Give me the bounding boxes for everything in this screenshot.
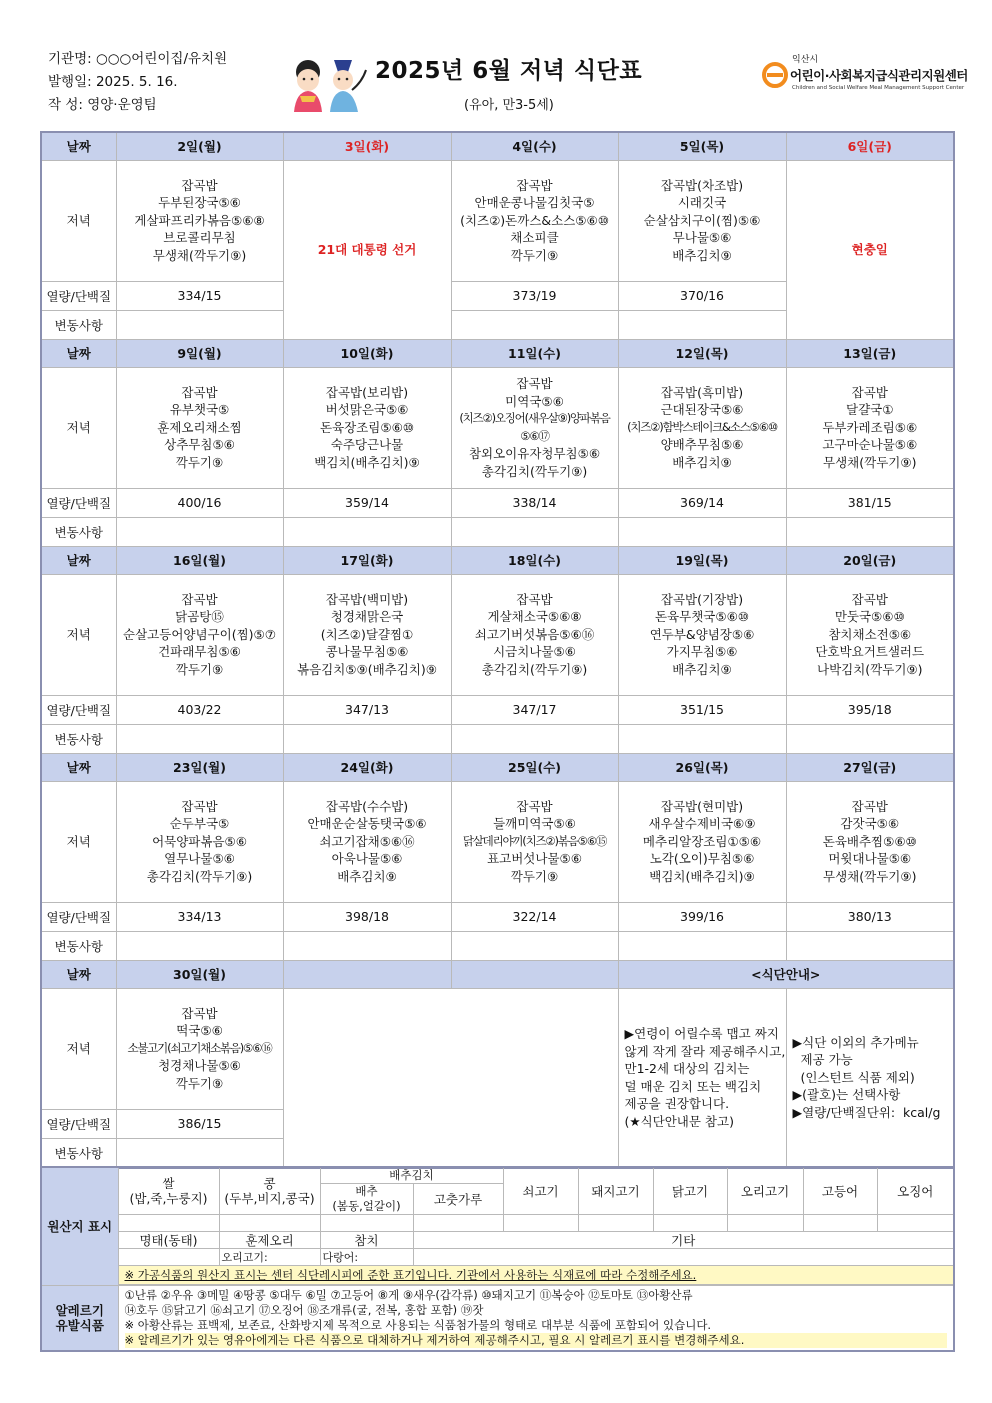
menu-item: 잡곡밥 (516, 177, 553, 193)
menu-item: (치즈②)돈까스&소스⑤⑥⑩ (460, 212, 609, 228)
menu-item: 노각(오이)무침⑤⑥ (649, 851, 755, 867)
calorie-label: 열량/단백질 (41, 488, 116, 517)
day-menu (116, 781, 283, 902)
origin-smoked-duck: 훈제오리 (219, 1232, 320, 1249)
origin-rice: 쌀 (밥,죽,누룽지) (118, 1167, 219, 1215)
menu-item: 떡국⑤⑥ (176, 1023, 223, 1039)
change-label: 변동사항 (41, 1138, 116, 1168)
menu-item: 잡곡밥(차조밥) (660, 177, 744, 193)
day-menu (618, 574, 786, 695)
day-date: 2일(월) (116, 132, 283, 160)
guide-right (786, 988, 954, 1168)
menu-item: 잡곡밥(백미밥) (325, 591, 409, 607)
allergy-section-label: 알레르기 유발식품 (41, 1286, 118, 1352)
calorie-label: 열량/단백질 (41, 695, 116, 724)
menu-item: 잡곡밥 (181, 177, 218, 193)
institution-label: 기관명: (48, 51, 92, 67)
guide-right-line: ▶열량/단백질단위: kcal/g (792, 1104, 941, 1120)
menu-item: 백김치(배추김치)⑨ (649, 868, 755, 884)
allergy-line-4: ※ 알레르기가 있는 영유아에게는 다른 식품으로 대체하거나 제거하여 제공해주시고, 필요 시 알레르기 표시를 변경해주세요. (125, 1333, 948, 1348)
menu-item: 깍두기⑨ (175, 454, 224, 470)
day-change[interactable] (116, 724, 283, 753)
day-date: 11일(수) (451, 339, 618, 367)
menu-item: 무생채(깍두기⑨) (152, 247, 247, 263)
menu-item: 열무나물⑤⑥ (164, 851, 235, 867)
menu-item: 돈육장조림⑤⑥⑩ (320, 419, 414, 435)
dinner-label: 저녁 (41, 367, 116, 488)
day-menu (618, 160, 786, 281)
guide-left (618, 988, 786, 1168)
page-title: 2025년 6월 저녁 식단표 (375, 58, 643, 84)
issue-date-row (48, 71, 227, 94)
menu-item: 깍두기⑨ (175, 1075, 224, 1091)
day-calorie: 347/13 (283, 695, 451, 724)
guide-right-line: ▶식단 이외의 추가메뉴 (792, 1034, 919, 1050)
menu-item: 백김치(배추김치)⑨ (314, 454, 420, 470)
day-change[interactable] (786, 931, 954, 960)
day-change[interactable] (618, 517, 786, 546)
day-date: 5일(목) (618, 132, 786, 160)
holiday-cell: 21대 대통령 선거 (283, 160, 451, 339)
change-label: 변동사항 (41, 931, 116, 960)
day-date: 12일(목) (618, 339, 786, 367)
allergy-line-3: ※ 아황산류는 표백제, 보존료, 산화방지제 목적으로 사용되는 식품첨가물의 형태로 대부분 식품에 포함되어 있습니다. (124, 1318, 712, 1332)
day-menu (786, 574, 954, 695)
origin-duck-value (727, 1215, 803, 1232)
day-change[interactable] (283, 517, 451, 546)
day-date: 3일(화) (283, 132, 451, 160)
origin-beef-value (503, 1215, 578, 1232)
menu-item: 두부카레조림⑤⑥ (822, 419, 918, 435)
menu-item: 버섯맑은국⑤⑥ (325, 402, 409, 418)
author-value: 영양·운영팀 (87, 97, 157, 113)
author-row (48, 94, 227, 117)
dinner-label: 저녁 (41, 988, 116, 1109)
day-change[interactable] (618, 931, 786, 960)
menu-item: 돈육배추찜⑤⑥⑩ (822, 833, 917, 849)
day-calorie: 369/14 (618, 488, 786, 517)
menu-item: 무생채(깍두기⑨) (823, 868, 917, 884)
allergy-line-2: ⑭호두 ⑮닭고기 ⑯쇠고기 ⑰오징어 ⑱조개류(굴, 전복, 홍합 포함) ⑲잣 (124, 1303, 484, 1317)
day-date: 25일(수) (451, 753, 618, 781)
origin-tuna-label: 다랑어: (320, 1249, 413, 1266)
guide-right-line: ▶(괄호)는 선택사항 (792, 1087, 901, 1103)
calorie-label: 열량/단백질 (41, 281, 116, 310)
origin-pollock: 명태(동태) (118, 1232, 219, 1249)
day-date: 23일(월) (116, 753, 283, 781)
origin-squid: 오징어 (877, 1167, 954, 1215)
menu-item: 단호박요거트샐러드 (815, 644, 925, 660)
day-calorie: 338/14 (451, 488, 618, 517)
day-calorie: 400/16 (116, 488, 283, 517)
menu-item: 배추김치⑨ (672, 247, 732, 263)
menu-item: 잡곡밥(현미밥) (660, 798, 744, 814)
origin-bean-value (219, 1215, 320, 1232)
author-label: 작 성: (48, 97, 83, 113)
menu-item: 어묵양파볶음⑤⑥ (152, 833, 247, 849)
day-date: 26일(목) (618, 753, 786, 781)
menu-item: 고구마순나물⑤⑥ (822, 437, 918, 453)
origin-other-value (413, 1249, 954, 1266)
day-calorie: 347/17 (451, 695, 618, 724)
menu-item: 새우살수제비국⑥⑨ (648, 816, 756, 832)
day-change[interactable] (451, 517, 618, 546)
menu-item: 가지무침⑤⑥ (666, 644, 738, 660)
day-calorie: 334/13 (116, 902, 283, 931)
origin-chicken-value (653, 1215, 727, 1232)
menu-item: 돈육무챗국⑤⑥⑩ (655, 609, 749, 625)
institution-row (48, 48, 227, 71)
menu-item: 안매운콩나물김칫국⑤ (474, 195, 595, 211)
menu-item: 표고버섯나물⑤⑥ (487, 851, 582, 867)
day-calorie: 386/15 (116, 1109, 283, 1138)
day-change[interactable] (116, 310, 283, 339)
origin-pork-value (578, 1215, 653, 1232)
day-change[interactable] (618, 724, 786, 753)
menu-item: 시금치나물⑤⑥ (493, 644, 576, 660)
change-label: 변동사항 (41, 724, 116, 753)
day-change[interactable] (786, 724, 954, 753)
menu-item: 유부챗국⑤ (169, 402, 230, 418)
origin-beef: 쇠고기 (503, 1167, 578, 1215)
menu-item: 브로콜리무침 (163, 230, 236, 246)
day-calorie: 403/22 (116, 695, 283, 724)
day-menu (451, 574, 618, 695)
origin-note: ※ 가공식품의 원산지 표시는 센터 식단레시피에 준한 표기입니다. 기관에서 사용하는 식재료에 따라 수정해주세요. (118, 1266, 954, 1285)
menu-item: (치즈②)달걀찜① (320, 626, 414, 642)
day-calorie: 351/15 (618, 695, 786, 724)
menu-item: 쇠고기잡채⑤⑥⑯ (319, 833, 415, 849)
menu-item: 닭살데리야끼(치즈②)볶음⑤⑥⑮ (462, 833, 607, 848)
day-menu (283, 781, 451, 902)
logo-org-english: Children and Social Welfare Meal Management Support Center (792, 85, 965, 91)
origin-cabbage-value (320, 1215, 413, 1232)
menu-item: 깍두기⑨ (510, 247, 559, 263)
menu-item: 두부된장국⑤⑥ (158, 195, 241, 211)
day-date: 24일(화) (283, 753, 451, 781)
origin-chili: 고춧가루 (413, 1184, 503, 1215)
menu-item: (치즈②)오징어(새우살⑨)양파볶음⑤⑥⑰ (459, 411, 610, 443)
menu-item: 무생채(깍두기⑨) (823, 454, 917, 470)
center-logo-mark-icon (762, 60, 788, 90)
origin-other: 기타 (413, 1232, 954, 1249)
day-date: 30일(월) (116, 960, 283, 988)
day-change[interactable] (283, 724, 451, 753)
day-date: 16일(월) (116, 546, 283, 574)
day-calorie: 322/14 (451, 902, 618, 931)
menu-item: 근대된장국⑤⑥ (660, 402, 744, 418)
institution-value: ○○○어린이집/유치원 (95, 51, 228, 67)
day-date: 13일(금) (786, 339, 954, 367)
menu-item: 양배추무침⑤⑥ (660, 437, 744, 453)
origin-bean: 콩 (두부,비지,콩국) (219, 1167, 320, 1215)
menu-item: 참치채소전⑤⑥ (828, 626, 912, 642)
day-menu (786, 367, 954, 488)
origin-pork: 돼지고기 (578, 1167, 653, 1215)
date-empty (283, 960, 451, 988)
origin-pollock-value (118, 1249, 219, 1266)
day-menu (116, 367, 283, 488)
menu-item: 나박김치(깍두기⑨) (817, 661, 923, 677)
day-date: 19일(목) (618, 546, 786, 574)
day-menu (451, 367, 618, 488)
holiday-cell: 현충일 (786, 160, 954, 339)
menu-item: 들깨미역국⑤⑥ (493, 816, 576, 832)
day-change[interactable] (451, 931, 618, 960)
menu-item: 총각김치(깍두기⑨) (146, 868, 253, 884)
origin-chicken: 닭고기 (653, 1167, 727, 1215)
menu-item: 미역국⑤⑥ (505, 393, 564, 409)
day-change[interactable] (451, 724, 618, 753)
dinner-label: 저녁 (41, 781, 116, 902)
day-change[interactable] (116, 1138, 283, 1168)
day-calorie: 380/13 (786, 902, 954, 931)
menu-item: 총각김치(깍두기⑨) (481, 661, 588, 677)
origin-chili-value (413, 1215, 503, 1232)
origin-section-label: 원산지 표시 (41, 1167, 118, 1286)
day-change[interactable] (451, 310, 618, 339)
guide-right-line: 제공 가능 (792, 1052, 853, 1068)
menu-item: 배추김치⑨ (672, 661, 732, 677)
guide-left-line: (★식단안내문 참고) (624, 1113, 734, 1129)
menu-item: 훈제오리채소찜 (157, 419, 242, 435)
guide-left-line: ▶연령이 어릴수록 맵고 짜지 (624, 1026, 779, 1041)
menu-item: 잡곡밥 (181, 384, 218, 400)
day-menu (116, 988, 283, 1109)
change-label: 변동사항 (41, 517, 116, 546)
day-menu (618, 781, 786, 902)
origin-duck-label: 오리고기: (219, 1249, 320, 1266)
menu-item: 잡곡밥(기장밥) (660, 591, 744, 607)
menu-item: 잡곡밥 (851, 798, 888, 814)
menu-item: 채소피클 (510, 230, 559, 246)
guide-right-line: (인스턴트 식품 제외) (792, 1069, 915, 1085)
origin-kimchi: 배추김치 (320, 1167, 503, 1184)
menu-item: 청경채맑은국 (330, 609, 404, 625)
menu-item: 배추김치⑨ (672, 454, 732, 470)
origin-tuna: 참치 (320, 1232, 413, 1249)
menu-item: 안매운순살동탯국⑤⑥ (307, 816, 427, 832)
origin-duck: 오리고기 (727, 1167, 803, 1215)
origin-cabbage: 배추 (봄동,얼갈이) (320, 1184, 413, 1215)
menu-item: 건파래무침⑤⑥ (158, 644, 241, 660)
menu-item: 시래깃국 (677, 195, 727, 211)
menu-table (40, 131, 955, 1169)
menu-item: 연두부&양념장⑤⑥ (649, 626, 755, 642)
menu-item: 잡곡밥 (181, 591, 218, 607)
menu-item: 닭곰탕⑮ (175, 609, 224, 625)
day-menu (283, 367, 451, 488)
date-label: 날짜 (41, 339, 116, 367)
guide-title: <식단안내> (618, 960, 954, 988)
menu-item: 감잣국⑤⑥ (840, 816, 900, 832)
guide-left-line: 덜 매운 김치 또는 백김치 (624, 1078, 762, 1094)
menu-item: 참외오이유자청무침⑤⑥ (468, 446, 601, 461)
menu-item: 잡곡밥(흑미밥) (660, 384, 744, 400)
menu-item: 깍두기⑨ (510, 868, 559, 884)
allergy-list (118, 1286, 954, 1352)
issue-value: 2025. 5. 16. (95, 74, 178, 90)
menu-item: 잡곡밥 (851, 591, 888, 607)
menu-item: 잡곡밥 (516, 798, 553, 814)
menu-item: 콩나물무침⑤⑥ (325, 644, 409, 660)
menu-item: 잡곡밥 (516, 591, 553, 607)
date-label: 날짜 (41, 132, 116, 160)
day-date: 10일(화) (283, 339, 451, 367)
day-date: 18일(수) (451, 546, 618, 574)
menu-item: 게살파프리카볶음⑤⑥⑧ (134, 212, 265, 228)
day-change[interactable] (116, 517, 283, 546)
day-change[interactable] (283, 931, 451, 960)
day-menu (116, 160, 283, 281)
menu-item: 게살채소국⑤⑥⑧ (487, 609, 582, 625)
logo-org-name: 어린이·사회복지급식관리지원센터 (790, 68, 968, 83)
menu-item: 달걀국① (846, 402, 894, 418)
dinner-label: 저녁 (41, 160, 116, 281)
day-menu (283, 574, 451, 695)
menu-item: 잡곡밥 (181, 1005, 218, 1021)
menu-item: 소불고기(쇠고기채소볶음)⑤⑥⑯ (127, 1040, 272, 1055)
day-calorie: 398/18 (283, 902, 451, 931)
menu-item: 순두부국⑤ (169, 816, 230, 832)
calorie-label: 열량/단백질 (41, 902, 116, 931)
menu-item: 아욱나물⑤⑥ (331, 851, 403, 867)
guide-left-line: 만1-2세 대상의 김치는 (624, 1061, 750, 1076)
day-date: 6일(금) (786, 132, 954, 160)
menu-item: 숙주당근나물 (330, 437, 404, 453)
date-label: 날짜 (41, 546, 116, 574)
menu-item: 청경채나물⑤⑥ (158, 1058, 241, 1074)
menu-item: 잡곡밥 (851, 384, 888, 400)
date-label: 날짜 (41, 960, 116, 988)
day-calorie: 334/15 (116, 281, 283, 310)
menu-item: 볶음김치⑤⑨(배추김치)⑨ (297, 661, 437, 677)
day-menu (618, 367, 786, 488)
day-change[interactable] (786, 517, 954, 546)
guide-left-line: 않게 작게 잘라 제공해주시고, (624, 1043, 786, 1059)
menu-item: 순살삼치구이(찜)⑤⑥ (643, 212, 761, 228)
day-date: 27일(금) (786, 753, 954, 781)
empty-block (283, 988, 618, 1168)
menu-item: 메추리알장조림①⑤⑥ (642, 833, 762, 849)
issue-label: 발행일: (48, 74, 92, 90)
day-menu (451, 781, 618, 902)
day-calorie: 370/16 (618, 281, 786, 310)
day-change[interactable] (116, 931, 283, 960)
calorie-label: 열량/단백질 (41, 1109, 116, 1138)
day-calorie: 395/18 (786, 695, 954, 724)
dinner-label: 저녁 (41, 574, 116, 695)
day-calorie: 359/14 (283, 488, 451, 517)
day-date: 20일(금) (786, 546, 954, 574)
center-logo (762, 52, 968, 104)
menu-item: (치즈②)함박스테이크&소스⑤⑥⑩ (627, 419, 777, 434)
origin-squid-value (877, 1215, 954, 1232)
menu-item: 만둣국⑤⑥⑩ (834, 609, 905, 625)
menu-item: 잡곡밥 (181, 798, 218, 814)
menu-item: 순살고등어양념구이(찜)⑤⑦ (123, 626, 276, 642)
header-info (48, 48, 227, 117)
menu-item: 쇠고기버섯볶음⑤⑥⑯ (474, 626, 595, 642)
day-menu (116, 574, 283, 695)
menu-item: 잡곡밥(보리밥) (325, 384, 409, 400)
menu-item: 무나물⑤⑥ (672, 230, 732, 246)
guide-left-line: 제공을 권장합니다. (624, 1096, 730, 1111)
day-change[interactable] (618, 310, 786, 339)
origin-mackerel-value (803, 1215, 877, 1232)
mascot-illustration (286, 50, 368, 112)
menu-item: 상추무침⑤⑥ (164, 437, 235, 453)
allergy-line-1: ①난류 ②우유 ③메밀 ④땅콩 ⑤대두 ⑥밀 ⑦고등어 ⑧게 ⑨새우(갑각류) ⑩돼지고기 ⑪복숭아 ⑫토마토 ⑬아황산류 (124, 1288, 693, 1302)
day-menu (451, 160, 618, 281)
date-empty (451, 960, 618, 988)
menu-item: 잡곡밥 (516, 376, 553, 391)
menu-item: 머윗대나물⑤⑥ (828, 851, 912, 867)
origin-rice-value (118, 1215, 219, 1232)
day-date: 9일(월) (116, 339, 283, 367)
page-subtitle: (유아, 만3-5세) (464, 98, 554, 113)
day-calorie: 373/19 (451, 281, 618, 310)
day-calorie: 399/16 (618, 902, 786, 931)
day-date: 4일(수) (451, 132, 618, 160)
menu-item: 잡곡밥(수수밥) (325, 798, 409, 814)
day-calorie: 381/15 (786, 488, 954, 517)
menu-item: 총각김치(깍두기⑨) (481, 463, 588, 479)
origin-mackerel: 고등어 (803, 1167, 877, 1215)
menu-item: 배추김치⑨ (337, 868, 397, 884)
menu-item: 깍두기⑨ (175, 661, 224, 677)
logo-city: 익산시 (792, 55, 819, 65)
date-label: 날짜 (41, 753, 116, 781)
origin-allergy-table (40, 1166, 955, 1352)
day-date: 17일(화) (283, 546, 451, 574)
change-label: 변동사항 (41, 310, 116, 339)
day-menu (786, 781, 954, 902)
